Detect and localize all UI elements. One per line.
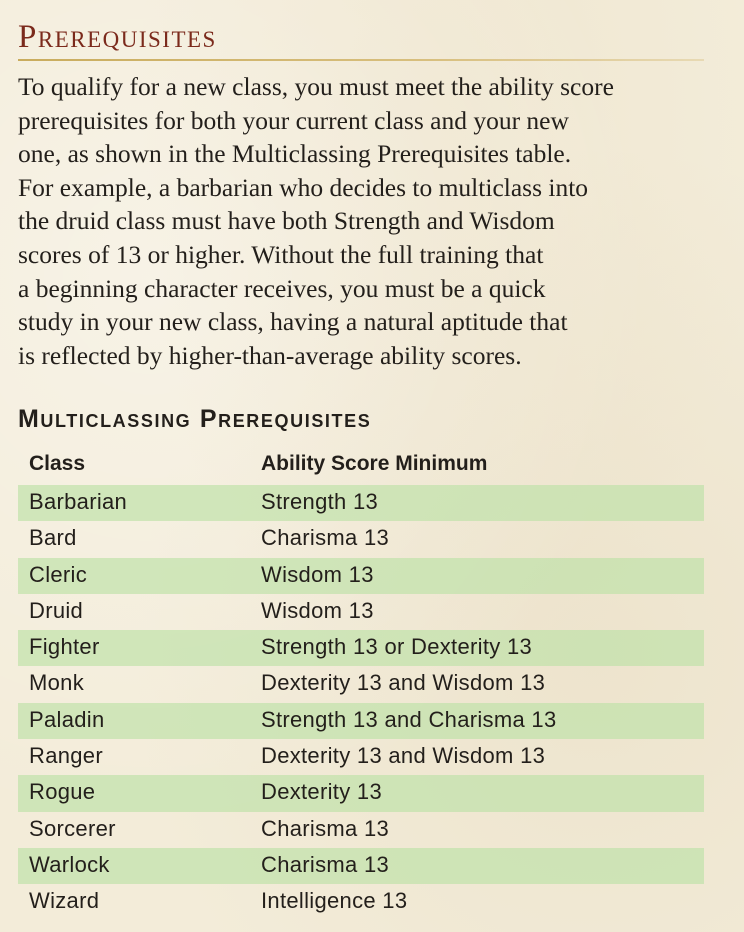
cell-class: Monk	[29, 670, 84, 696]
cell-ability: Strength 13 or Dexterity 13	[261, 634, 533, 660]
paragraph-line: a beginning character receives, you must be a quick	[18, 273, 546, 303]
cell-ability: Wisdom 13	[261, 597, 374, 623]
paragraph-line: study in your new class, having a natural aptitude that	[18, 307, 568, 337]
cell-class: Paladin	[29, 706, 105, 732]
cell-class: Cleric	[29, 561, 88, 587]
cell-ability: Strength 13	[261, 489, 379, 514]
cell-class: Wizard	[29, 888, 100, 914]
cell-class: Druid	[29, 597, 84, 623]
table-title: Multiclassing Prerequisites	[18, 405, 372, 433]
cell-class: Fighter	[29, 634, 100, 660]
table-row	[18, 775, 704, 811]
cell-ability: Dexterity 13 and Wisdom 13	[261, 670, 546, 696]
cell-class: Bard	[29, 525, 77, 551]
table-row	[18, 666, 704, 702]
paragraph-line: one, as shown in the Multiclassing Prerequisites table.	[18, 139, 572, 169]
body-paragraph	[18, 70, 718, 372]
paragraph-line: To qualify for a new class, you must meet the ability score	[18, 72, 614, 101]
section-heading: Prerequisites	[18, 19, 217, 55]
cell-ability: Charisma 13	[261, 525, 390, 551]
cell-ability: Wisdom 13	[261, 561, 374, 587]
prerequisites-table	[18, 449, 704, 921]
cell-ability: Dexterity 13	[261, 779, 382, 805]
cell-ability: Charisma 13	[261, 815, 390, 841]
cell-ability: Charisma 13	[261, 851, 390, 877]
cell-class: Ranger	[29, 743, 103, 769]
table-row	[18, 884, 704, 920]
table-header-row	[18, 449, 704, 485]
cell-ability: Strength 13 and Charisma 13	[261, 706, 557, 732]
cell-class: Barbarian	[29, 489, 128, 514]
paragraph-line: prerequisites for both your current class and your new	[18, 105, 569, 135]
cell-ability: Dexterity 13 and Wisdom 13	[261, 743, 546, 769]
header-ability-score: Ability Score Minimum	[261, 452, 488, 475]
cell-ability: Intelligence 13	[261, 888, 408, 914]
cell-class: Rogue	[29, 779, 96, 805]
table-row	[18, 594, 704, 630]
header-class: Class	[29, 452, 86, 475]
table-row	[18, 558, 704, 594]
heading-rule	[18, 59, 704, 61]
table-row	[18, 812, 704, 848]
paragraph-line: For example, a barbarian who decides to multiclass into	[18, 172, 589, 202]
paragraph-line: scores of 13 or higher. Without the full training that	[18, 239, 544, 269]
table-row	[18, 630, 704, 666]
table-row	[18, 739, 704, 775]
table-row	[18, 521, 704, 557]
table-row	[18, 848, 704, 884]
cell-class: Sorcerer	[29, 815, 116, 841]
table-row	[18, 485, 704, 521]
paragraph-line: is reflected by higher-than-average ability scores.	[18, 340, 522, 370]
table-row	[18, 703, 704, 739]
cell-class: Warlock	[29, 851, 110, 877]
paragraph-line: the druid class must have both Strength and Wisdom	[18, 206, 555, 236]
